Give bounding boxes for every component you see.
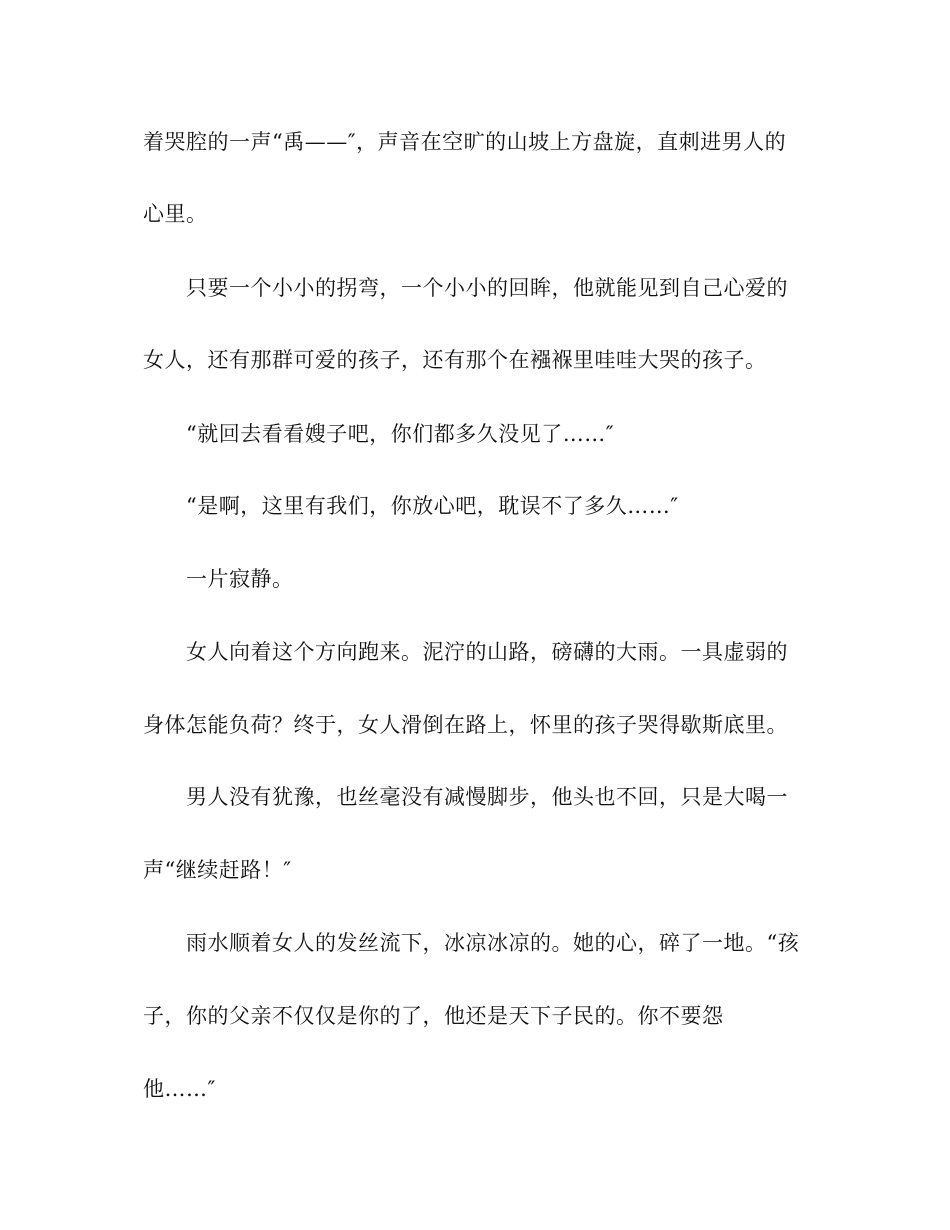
text-line-2: 心里。 [143,202,208,226]
text-line-1: 着哭腔的一声“禹——″，声音在空旷的山坡上方盘旋，直刺进男人的 [143,130,787,154]
text-line-6: “是啊，这里有我们，你放心吧，耽误不了多久……″ [186,494,679,518]
text-line-14: 他……″ [143,1077,216,1101]
text-line-9: 身体怎能负荷？终于，女人滑倒在路上，怀里的孩子哭得歇斯底里。 [143,713,788,737]
text-line-7: 一片寂静。 [186,567,294,591]
text-line-5: “就回去看看嫂子吧，你们都多久没见了……″ [186,422,615,446]
text-line-10: 男人没有犹豫，也丝毫没有减慢脚步，他头也不回，只是大喝一 [186,785,788,809]
text-line-8: 女人向着这个方向跑来。泥泞的山路，磅礴的大雨。一具虚弱的 [186,640,788,664]
text-line-12: 雨水顺着女人的发丝流下，冰凉冰凉的。她的心，碎了一地。“孩 [186,931,800,955]
text-line-11: 声“继续赶路！″ [143,858,292,882]
text-line-3: 只要一个小小的拐弯，一个小小的回眸，他就能见到自己心爱的 [186,276,788,300]
text-line-4: 女人，还有那群可爱的孩子，还有那个在襁褓里哇哇大哭的孩子。 [143,348,767,372]
text-line-13: 子，你的父亲不仅仅是你的了，他还是天下子民的。你不要怨 [143,1004,724,1028]
